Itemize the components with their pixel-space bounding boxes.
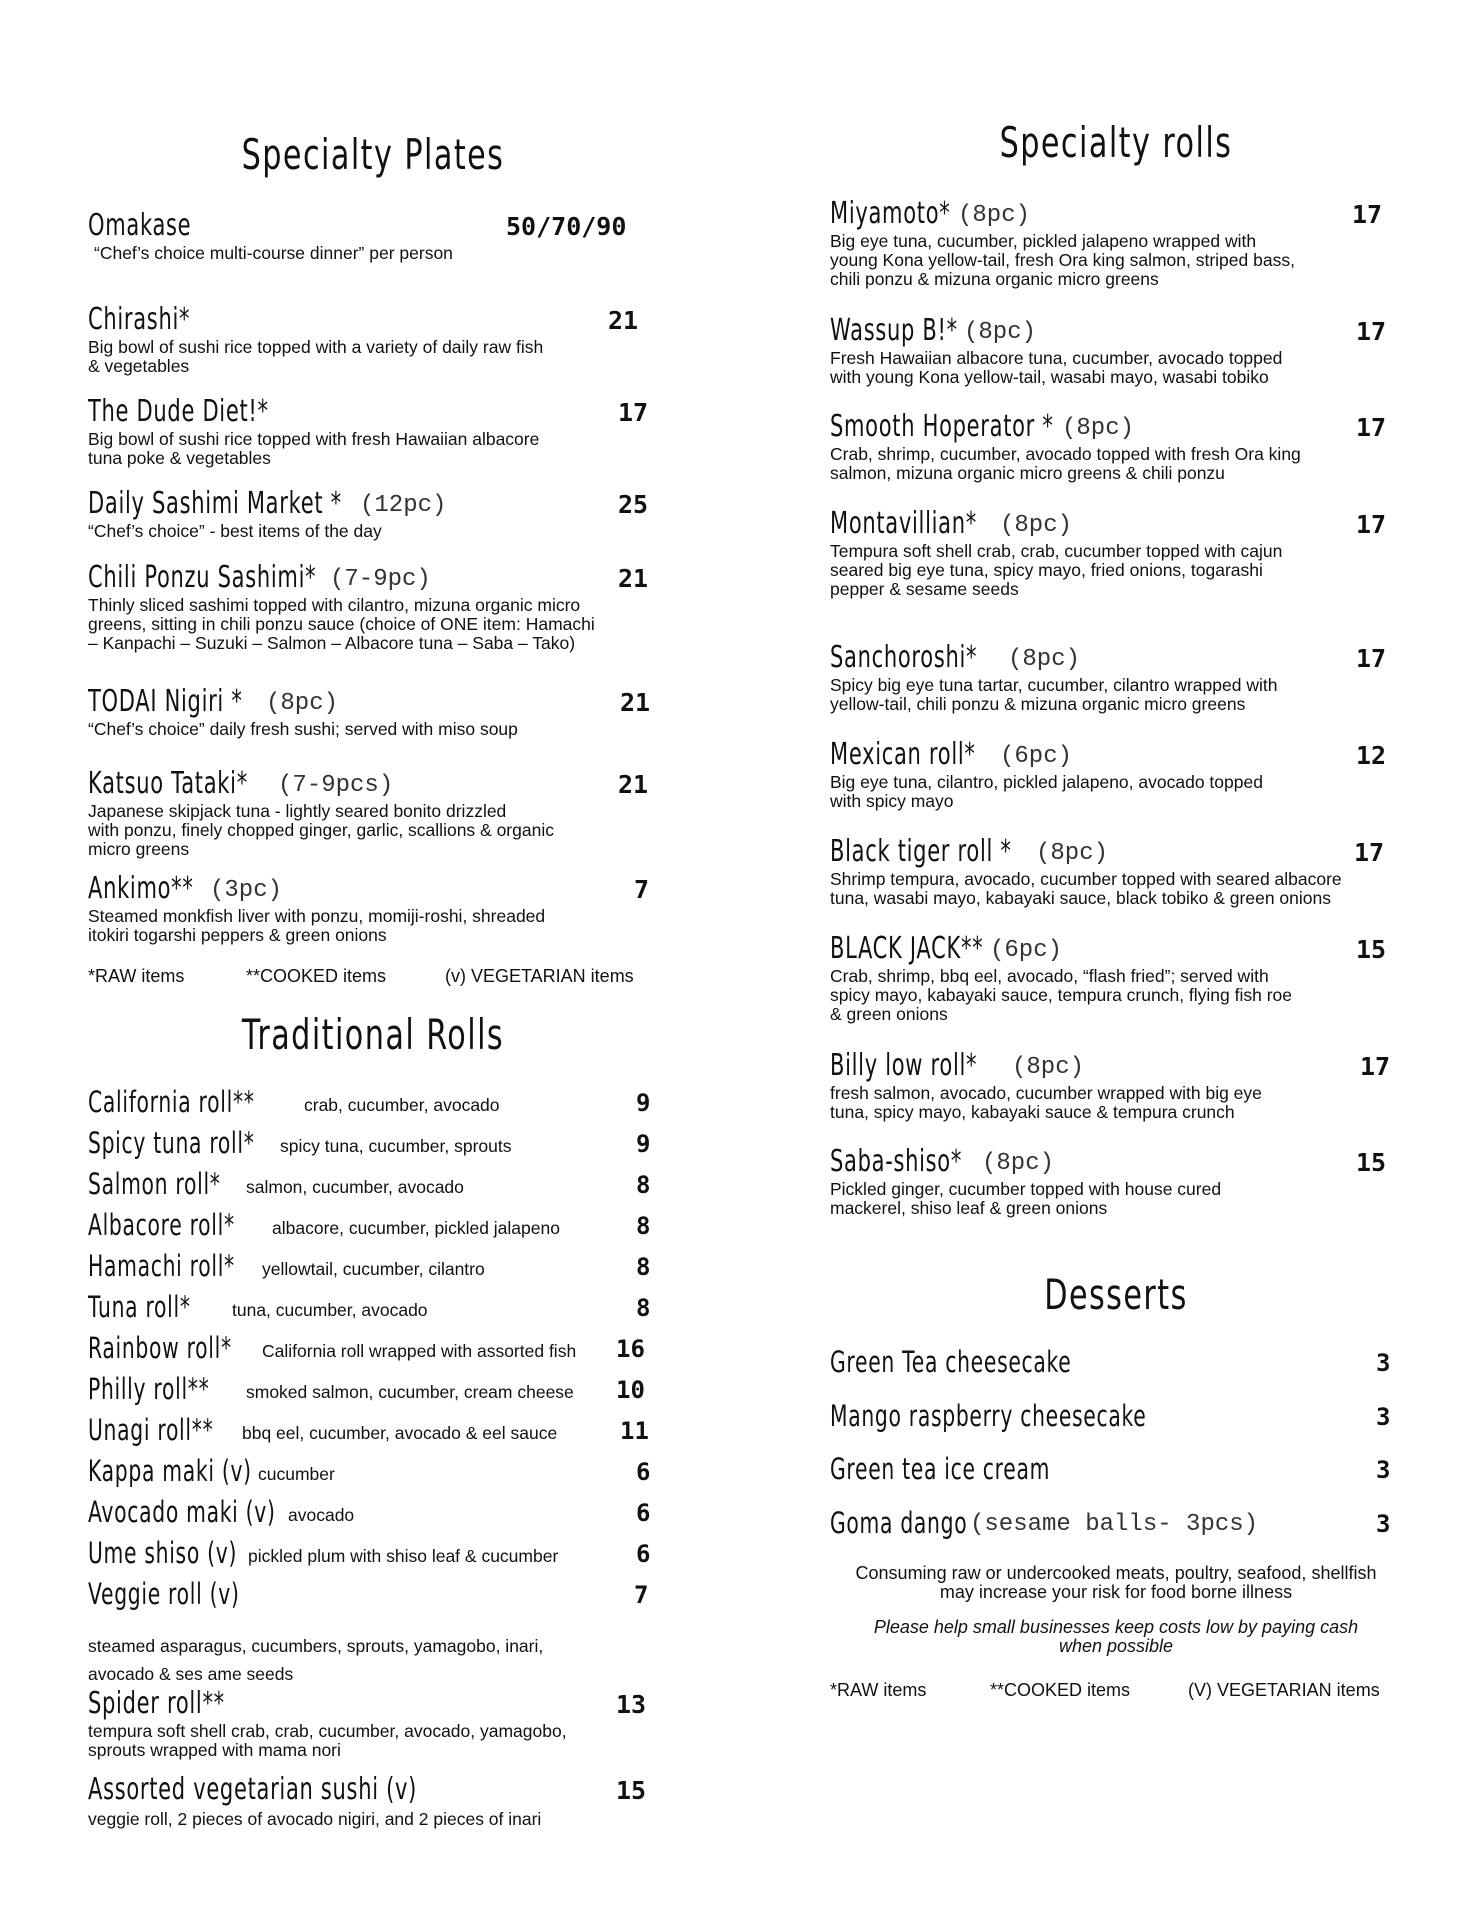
- item-description: Spicy big eye tuna tartar, cucumber, cilantro wrapped with yellow-tail, chili ponzu & mizuna organic micro greens: [830, 675, 1278, 714]
- item-name: The Dude Diet!*: [88, 394, 269, 429]
- item-name: Sanchoroshi*: [830, 640, 978, 675]
- legend-cooked: **COOKED items: [990, 1680, 1131, 1700]
- item-price: 17: [1354, 838, 1385, 867]
- menu-item: [88, 1686, 658, 1760]
- menu-item: [830, 834, 1402, 908]
- menu-item: [88, 302, 658, 376]
- item-name: Chirashi*: [88, 302, 191, 337]
- item-price: 17: [1356, 644, 1387, 673]
- item-description: Shrimp tempura, avocado, cucumber topped with seared albacore tuna, wasabi mayo, kabayaki sauce, black tobiko & green onions: [830, 869, 1342, 908]
- item-name: Saba-shiso*: [830, 1144, 963, 1179]
- dessert-price: 3: [1376, 1403, 1391, 1431]
- item-price: 50/70/90: [506, 212, 627, 241]
- item-price: 17: [1352, 200, 1383, 229]
- roll-description: crab, cucumber, avocado: [304, 1095, 500, 1115]
- item-description: Crab, shrimp, cucumber, avocado topped with fresh Ora king salmon, mizuna organic micro greens & chili ponzu: [830, 444, 1301, 483]
- item-price: 21: [618, 770, 649, 799]
- dessert-row: [830, 1344, 1402, 1384]
- roll-row: [88, 1412, 658, 1452]
- item-name: Katsuo Tataki*: [88, 766, 248, 801]
- item-name: Chili Ponzu Sashimi*: [88, 560, 317, 595]
- item-name: Daily Sashimi Market *: [88, 486, 342, 521]
- menu-item: [830, 1144, 1402, 1218]
- item-description: Crab, shrimp, bbq eel, avocado, “flash fried”; served with spicy mayo, kabayaki sauce, tempura crunch, flying fish roe & green onions: [830, 966, 1293, 1024]
- roll-description: smoked salmon, cucumber, cream cheese: [246, 1382, 574, 1402]
- item-price: 17: [1360, 1052, 1391, 1081]
- menu-item: [830, 737, 1402, 811]
- item-name: Wassup B!*: [830, 313, 958, 348]
- veggie-roll-description: steamed asparagus, cucumbers, sprouts, yamagobo, inari, avocado & ses ame seeds: [88, 1636, 544, 1684]
- menu-item: [88, 871, 658, 945]
- item-quantity: (8pc): [958, 202, 1031, 229]
- item-quantity: (8pc): [1036, 840, 1109, 867]
- food-safety-warning: Consuming raw or undercooked meats, poultry, seafood, shellfish may increase your risk for food borne illness: [855, 1563, 1377, 1602]
- roll-description: cucumber: [258, 1464, 335, 1484]
- desserts-heading: Desserts: [1044, 1270, 1188, 1319]
- item-name: Smooth Hoperator *: [830, 409, 1054, 444]
- roll-row: [88, 1330, 658, 1370]
- dessert-row: [830, 1451, 1402, 1491]
- item-price: 13: [616, 1690, 647, 1719]
- roll-row: [88, 1576, 658, 1616]
- item-name: Ankimo**: [88, 871, 194, 906]
- item-quantity: (8pc): [1012, 1054, 1085, 1081]
- roll-name: Unagi roll**: [88, 1413, 214, 1447]
- roll-row: [88, 1289, 658, 1329]
- item-description: Pickled ginger, cucumber topped with house cured mackerel, shiso leaf & green onions: [830, 1179, 1222, 1218]
- item-price: 17: [1356, 510, 1387, 539]
- roll-price: 8: [636, 1294, 651, 1322]
- roll-price: 11: [620, 1417, 649, 1445]
- item-description: Japanese skipjack tuna - lightly seared bonito drizzled with ponzu, finely chopped ginger, garlic, scallions & organic micro greens: [88, 801, 554, 859]
- menu-item: [88, 560, 658, 653]
- dessert-quantity: (sesame balls- 3pcs): [970, 1511, 1259, 1538]
- menu-item: [88, 394, 658, 468]
- item-price: 15: [616, 1776, 647, 1805]
- traditional-rolls-heading: Traditional Rolls: [241, 1010, 505, 1059]
- roll-row: [88, 1125, 658, 1165]
- item-description: Big bowl of sushi rice topped with a variety of daily raw fish & vegetables: [88, 337, 544, 376]
- roll-price: 16: [616, 1335, 645, 1363]
- item-quantity: (7-9pc): [330, 566, 431, 593]
- roll-description: salmon, cucumber, avocado: [246, 1177, 464, 1197]
- roll-name: Kappa maki (v): [88, 1454, 252, 1488]
- roll-description: tuna, cucumber, avocado: [232, 1300, 428, 1320]
- item-description: “Chef’s choice” daily fresh sushi; served with miso soup: [88, 719, 518, 739]
- item-price: 21: [620, 688, 651, 717]
- item-description: Steamed monkfish liver with ponzu, momiji-roshi, shreaded itokiri togarshi peppers & green onions: [88, 906, 546, 945]
- roll-price: 8: [636, 1171, 651, 1199]
- item-price: 21: [608, 306, 639, 335]
- roll-row: [88, 1166, 658, 1206]
- dessert-row: [830, 1398, 1402, 1438]
- menu-item: [830, 196, 1402, 289]
- item-quantity: (3pc): [210, 877, 283, 904]
- item-price: 25: [618, 490, 649, 519]
- roll-name: Philly roll**: [88, 1372, 210, 1406]
- roll-description: spicy tuna, cucumber, sprouts: [280, 1136, 512, 1156]
- item-name: BLACK JACK**: [830, 931, 984, 966]
- item-quantity: (6pc): [990, 937, 1063, 964]
- legend-raw: *RAW items: [88, 966, 185, 986]
- item-name: TODAI Nigiri *: [88, 684, 243, 719]
- item-description: Tempura soft shell crab, crab, cucumber topped with cajun seared big eye tuna, spicy mayo, fried onions, togarashi pepper & sesame seeds: [830, 541, 1283, 599]
- menu-item: [830, 409, 1402, 483]
- roll-name: California roll**: [88, 1085, 255, 1119]
- roll-description: bbq eel, cucumber, avocado & eel sauce: [242, 1423, 558, 1443]
- menu-item: [88, 486, 658, 541]
- roll-name: Veggie roll (v): [88, 1577, 240, 1611]
- item-description: Thinly sliced sashimi topped with cilantro, mizuna organic micro greens, sitting in chili ponzu sauce (choice of ONE item: Hamachi – Kanpachi – Suzuki – Salmon – Albacore tuna – Saba – Tako): [88, 595, 595, 653]
- cash-note: Please help small businesses keep costs low by paying cash when possible: [873, 1617, 1359, 1656]
- roll-price: 7: [634, 1581, 649, 1609]
- item-description: tempura soft shell crab, crab, cucumber, avocado, yamagobo, sprouts wrapped with mama nori: [88, 1721, 567, 1760]
- menu-item: [830, 506, 1402, 599]
- roll-name: Hamachi roll*: [88, 1249, 235, 1283]
- item-name: Spider roll**: [88, 1686, 225, 1721]
- menu-item: [830, 313, 1402, 387]
- item-description: Big eye tuna, cilantro, pickled jalapeno, avocado topped with spicy mayo: [830, 772, 1263, 811]
- roll-price: 9: [636, 1089, 651, 1117]
- legend-vegetarian: (V) VEGETARIAN items: [1188, 1680, 1380, 1700]
- item-quantity: (8pc): [982, 1150, 1055, 1177]
- roll-row: [88, 1084, 658, 1124]
- dessert-row: [830, 1505, 1402, 1545]
- dessert-price: 3: [1376, 1349, 1391, 1377]
- item-description: “Chef’s choice” - best items of the day: [88, 521, 382, 541]
- item-name: Assorted vegetarian sushi (v): [88, 1772, 418, 1807]
- dessert-name: Mango raspberry cheesecake: [830, 1399, 1147, 1433]
- item-description: Big bowl of sushi rice topped with fresh Hawaiian albacore tuna poke & vegetables: [88, 429, 540, 468]
- menu-item: [830, 931, 1402, 1024]
- item-name: Miyamoto*: [830, 196, 951, 231]
- roll-description: California roll wrapped with assorted fish: [262, 1341, 577, 1361]
- specialty-plates-heading: Specialty Plates: [241, 130, 505, 179]
- item-description: “Chef’s choice multi-course dinner” per person: [94, 243, 453, 263]
- menu-item: [88, 1772, 658, 1829]
- menu-item: [88, 766, 658, 859]
- roll-price: 8: [636, 1253, 651, 1281]
- roll-name: Avocado maki (v): [88, 1495, 276, 1529]
- roll-description: albacore, cucumber, pickled jalapeno: [272, 1218, 560, 1238]
- item-description: veggie roll, 2 pieces of avocado nigiri, and 2 pieces of inari: [88, 1809, 542, 1829]
- item-name: Montavillian*: [830, 506, 977, 541]
- roll-price: 6: [636, 1540, 651, 1568]
- roll-description: pickled plum with shiso leaf & cucumber: [248, 1546, 559, 1566]
- item-name: Billy low roll*: [830, 1048, 978, 1083]
- menu-item: [830, 640, 1402, 714]
- roll-row: [88, 1248, 658, 1288]
- item-description: Fresh Hawaiian albacore tuna, cucumber, avocado topped with young Kona yellow-tail, wasabi mayo, wasabi tobiko: [830, 348, 1283, 387]
- item-description: Big eye tuna, cucumber, pickled jalapeno wrapped with young Kona yellow-tail, fresh Ora king salmon, striped bass, chili ponzu & mizuna organic micro greens: [830, 231, 1295, 289]
- item-quantity: (8pc): [1062, 415, 1135, 442]
- roll-name: Ume shiso (v): [88, 1536, 238, 1570]
- item-quantity: (8pc): [1000, 512, 1073, 539]
- item-description: fresh salmon, avocado, cucumber wrapped with big eye tuna, spicy mayo, kabayaki sauce & tempura crunch: [830, 1083, 1262, 1122]
- item-price: 17: [618, 398, 649, 427]
- item-quantity: (12pc): [360, 492, 447, 519]
- item-price: 15: [1356, 1148, 1387, 1177]
- roll-row: [88, 1371, 658, 1411]
- roll-row: [88, 1494, 658, 1534]
- item-quantity: (7-9pcs): [278, 772, 394, 799]
- legend-cooked: **COOKED items: [246, 966, 387, 986]
- menu-item: [88, 208, 658, 263]
- roll-description: avocado: [288, 1505, 355, 1525]
- roll-price: 9: [636, 1130, 651, 1158]
- item-price: 17: [1356, 317, 1387, 346]
- roll-name: Tuna roll*: [88, 1290, 191, 1324]
- item-quantity: (8pc): [1008, 646, 1081, 673]
- roll-price: 10: [616, 1376, 645, 1404]
- dessert-price: 3: [1376, 1510, 1391, 1538]
- item-quantity: (8pc): [964, 319, 1037, 346]
- roll-row: [88, 1535, 658, 1575]
- item-name: Mexican roll*: [830, 737, 976, 772]
- roll-description: yellowtail, cucumber, cilantro: [262, 1259, 485, 1279]
- item-quantity: (8pc): [266, 690, 339, 717]
- menu-item: [88, 684, 658, 739]
- dessert-name: Goma dango: [830, 1506, 968, 1540]
- item-quantity: (6pc): [1000, 743, 1073, 770]
- roll-name: Salmon roll*: [88, 1167, 221, 1201]
- dessert-name: Green Tea cheesecake: [830, 1345, 1072, 1379]
- item-price: 12: [1356, 741, 1387, 770]
- dessert-price: 3: [1376, 1456, 1391, 1484]
- roll-row: [88, 1207, 658, 1247]
- item-price: 15: [1356, 935, 1387, 964]
- specialty-rolls-heading: Specialty rolls: [999, 118, 1233, 167]
- item-price: 17: [1356, 413, 1387, 442]
- dessert-name: Green tea ice cream: [830, 1452, 1051, 1486]
- roll-name: Spicy tuna roll*: [88, 1126, 255, 1160]
- menu-item: [830, 1048, 1402, 1122]
- legend-raw: *RAW items: [830, 1680, 927, 1700]
- roll-price: 6: [636, 1499, 651, 1527]
- item-name: Black tiger roll *: [830, 834, 1012, 869]
- legend-vegetarian: (v) VEGETARIAN items: [445, 966, 634, 986]
- roll-name: Albacore roll*: [88, 1208, 235, 1242]
- item-price: 21: [618, 564, 649, 593]
- item-name: Omakase: [88, 208, 192, 243]
- roll-price: 8: [636, 1212, 651, 1240]
- roll-price: 6: [636, 1458, 651, 1486]
- roll-name: Rainbow roll*: [88, 1331, 232, 1365]
- roll-row: [88, 1453, 658, 1493]
- item-price: 7: [634, 875, 650, 904]
